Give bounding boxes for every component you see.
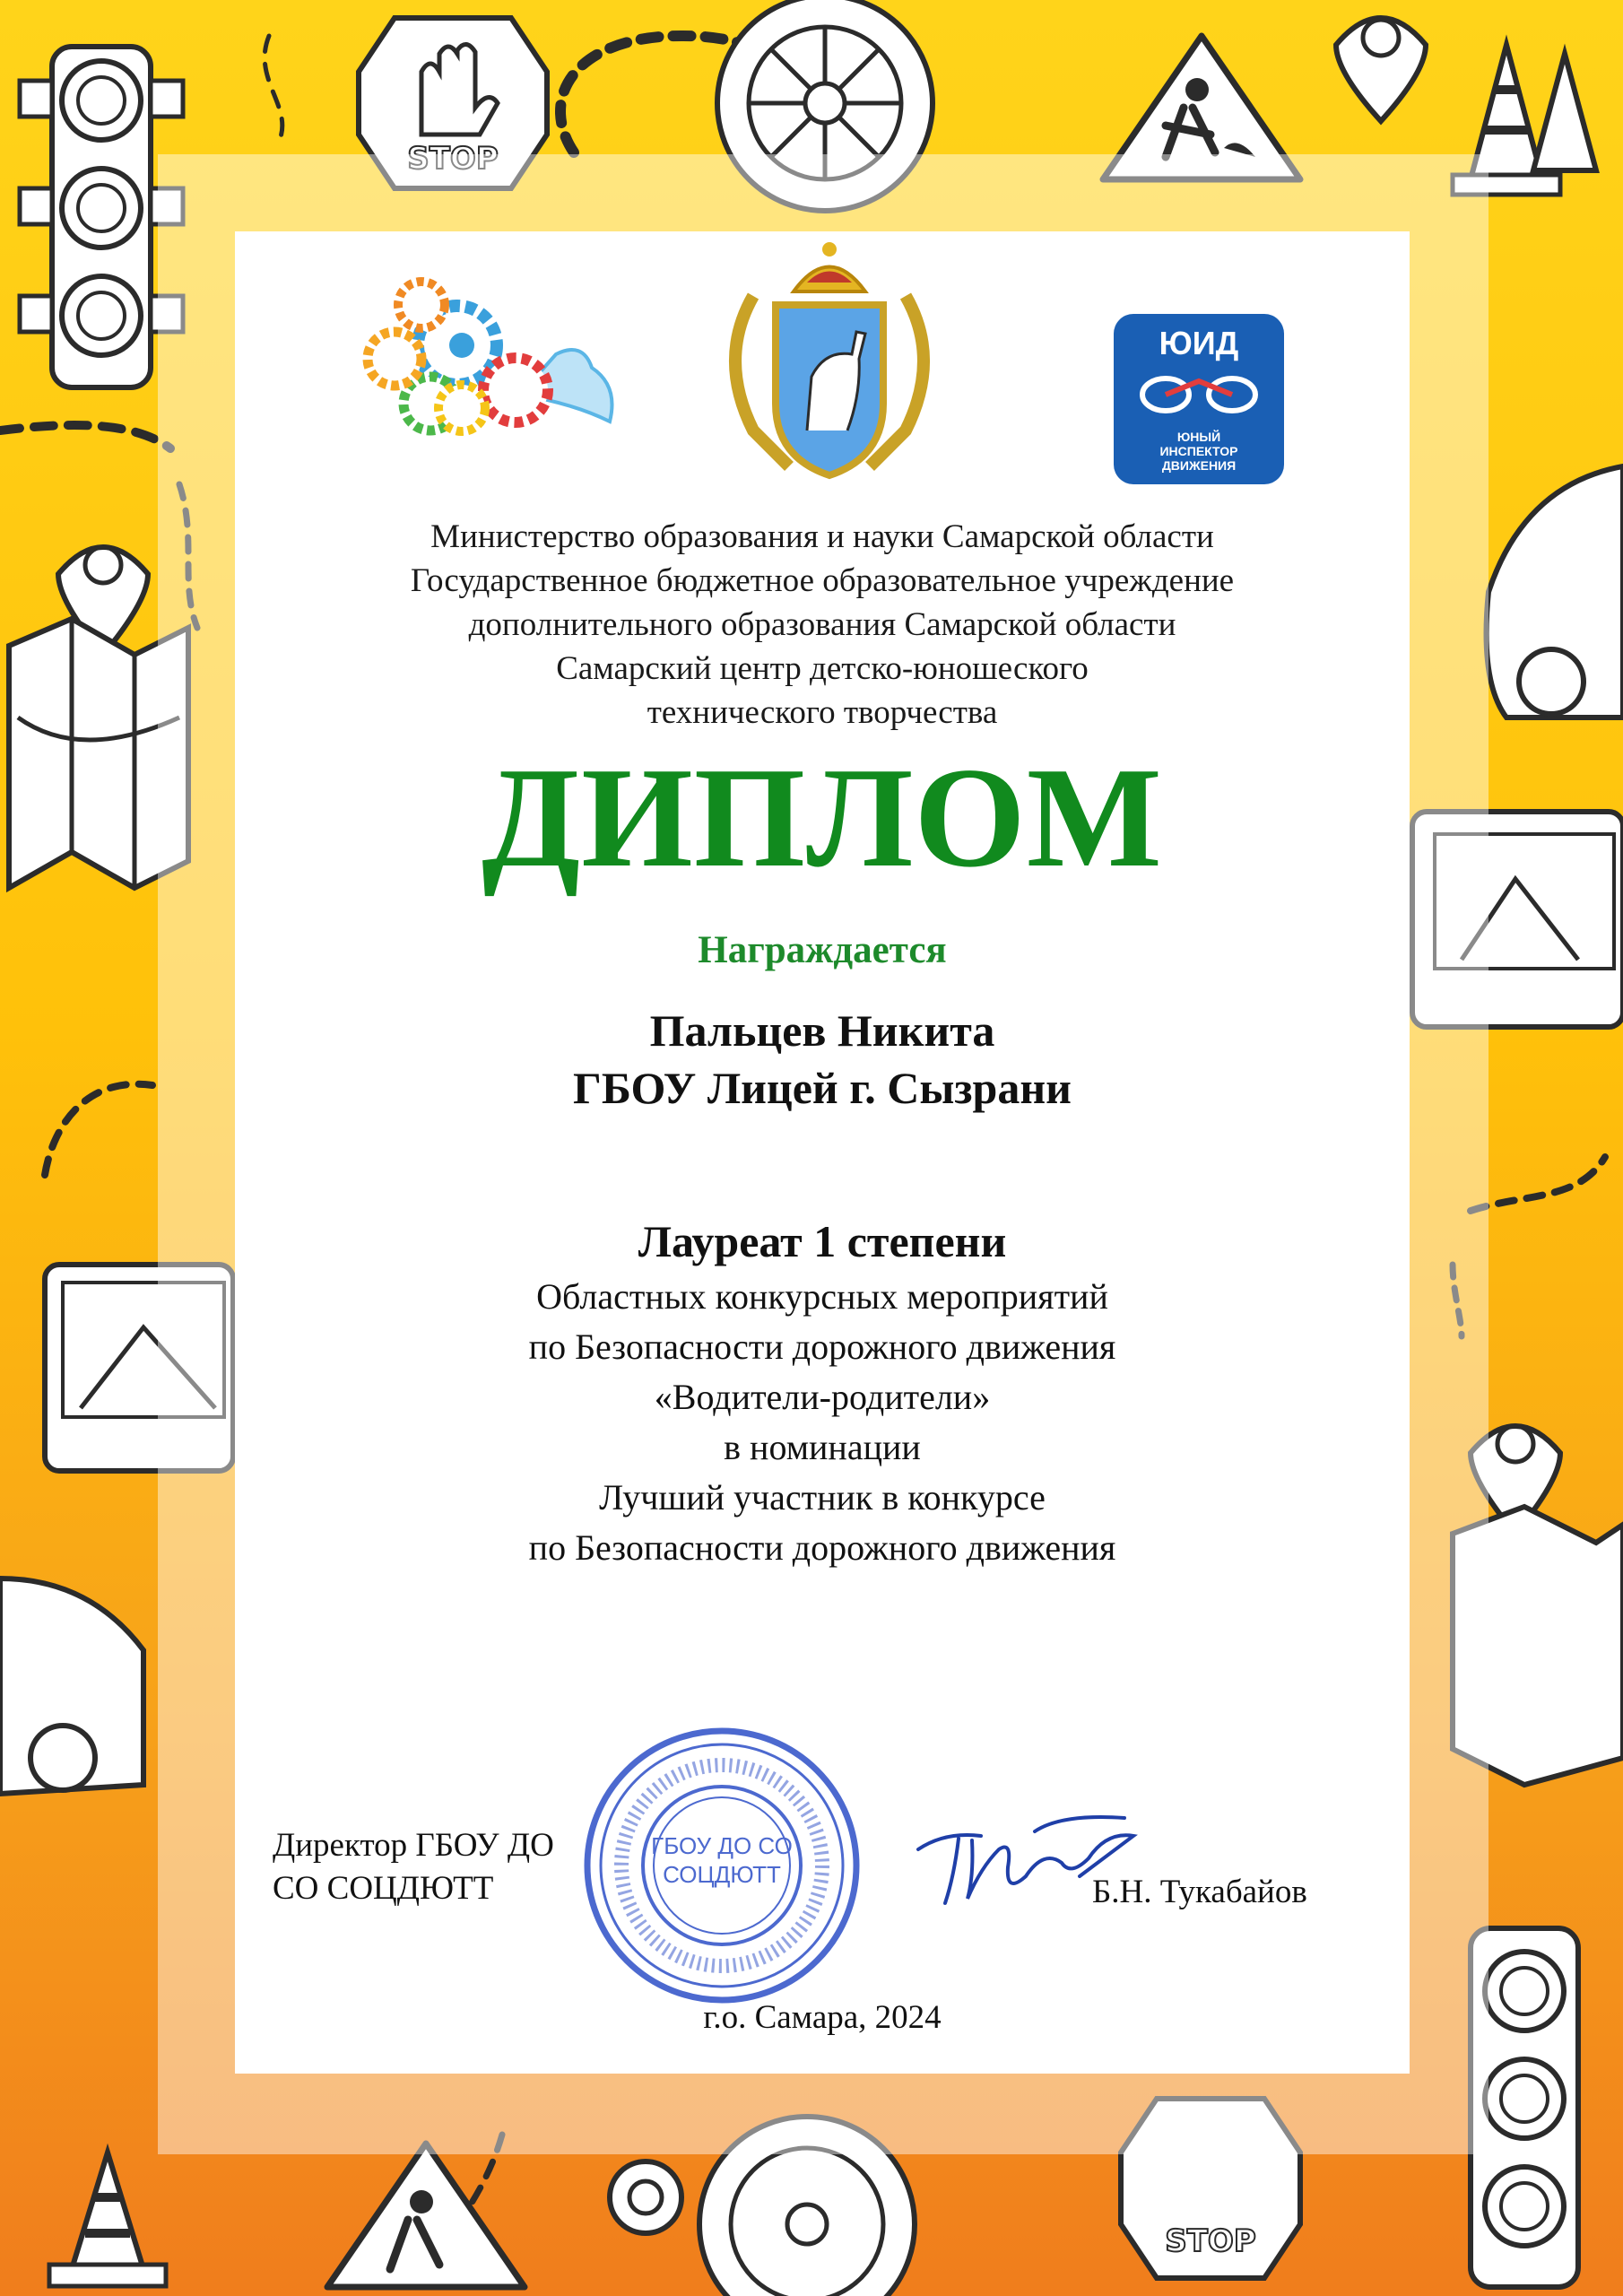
place-date: г.о. Самара, 2024 [703, 1999, 942, 2036]
diploma-title: ДИПЛОМ [482, 737, 1163, 897]
description-line: в номинации [724, 1427, 921, 1467]
description-line: по Безопасности дорожного движения [528, 1326, 1116, 1367]
svg-text:ГБОУ ДО СО: ГБОУ ДО СО [651, 1832, 793, 1859]
yuid-logo-icon [1114, 314, 1284, 484]
svg-text:ДВИЖЕНИЯ: ДВИЖЕНИЯ [1161, 458, 1237, 473]
description-line: Лучший участник в конкурсе [599, 1477, 1046, 1518]
logos-row [0, 0, 1623, 502]
recipient-name: Пальцев Никита [649, 1005, 995, 1056]
signatory-title-line: Директор ГБОУ ДО [273, 1827, 554, 1864]
svg-text:СОЦДЮТТ: СОЦДЮТТ [663, 1861, 781, 1888]
award-title: Лауреат 1 степени [638, 1216, 1007, 1266]
issuer-line: дополнительного образования Самарской области [468, 606, 1176, 643]
issuer-line: Государственное бюджетное образовательное учреждение [410, 562, 1235, 599]
signatory-title [273, 1824, 554, 1910]
svg-text:ЮИД: ЮИД [1159, 325, 1239, 361]
recipient-school: ГБОУ Лицей г. Сызрани [573, 1063, 1072, 1113]
recipient-block [235, 1002, 1410, 1117]
svg-text:STOP: STOP [1165, 2223, 1256, 2259]
svg-text:STOP: STOP [407, 141, 499, 177]
issuer-line: Самарский центр детско-юношеского [556, 650, 1089, 687]
svg-text:ЮНЫЙ: ЮНЫЙ [1176, 430, 1221, 444]
issuer-line: Министерство образования и науки Самарской области [430, 518, 1214, 555]
signatory-name: Б.Н. Тукабайов [1092, 1874, 1307, 1910]
award-description [235, 1272, 1410, 1573]
road-works-sign-icon [327, 2144, 525, 2287]
description-line: «Водители-родители» [654, 1377, 991, 1417]
issuer-block [235, 515, 1410, 735]
awarded-label: Награждается [698, 929, 947, 971]
stamp-icon [574, 1718, 870, 2013]
gears-logo-icon [368, 282, 612, 431]
signatory-title-line: СО СОЦДЮТТ [273, 1870, 494, 1907]
issuer-line: технического творчества [647, 694, 998, 731]
description-line: по Безопасности дорожного движения [528, 1527, 1116, 1568]
description-line: Областных конкурсных мероприятий [536, 1276, 1108, 1317]
svg-text:ИНСПЕКТОР: ИНСПЕКТОР [1159, 444, 1238, 458]
coat-of-arms-icon [735, 242, 924, 475]
